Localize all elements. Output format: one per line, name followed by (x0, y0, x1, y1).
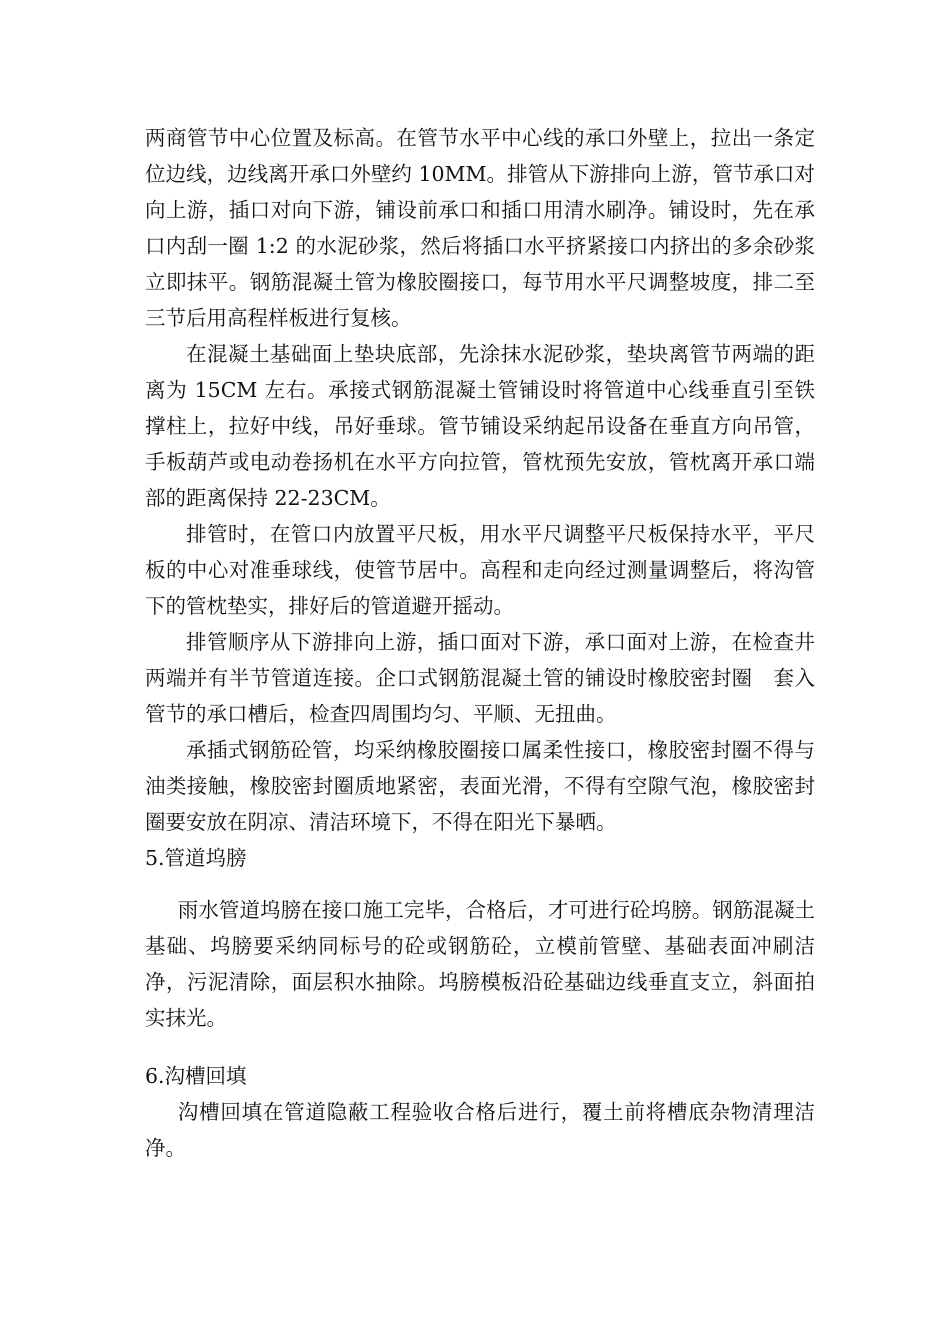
paragraph-rubber-ring: 承插式钢筋砼管，均采纳橡胶圈接口属柔性接口，橡胶密封圈不得与油类接触，橡胶密封圈质地紧密，表面光滑，不得有空隙气泡，橡胶密封圈要安放在阴凉、清洁环境下，不得在阳光下暴晒。 (145, 738, 815, 834)
paragraph-section-5: 雨水管道坞膀在接口施工完毕，合格后，才可进行砼坞膀。钢筋混凝土基础、坞膀要采纳同标号的砼或钢筋砼，立模前管壁、基础表面冲刷洁净，污泥清除，面层积水抽除。坞膀模板沿砼基础边线垂直支立，斜面拍实抹光。 (145, 898, 815, 1030)
paragraph-pipe-laying: 排管时，在管口内放置平尺板，用水平尺调整平尺板保持水平，平尺板的中心对准垂球线，使管节居中。高程和走向经过测量调整后，将沟管下的管枕垫实，排好后的管道避开摇动。 (145, 522, 815, 618)
spacer (145, 876, 815, 892)
section-heading-5: 5.管道坞膀 (145, 846, 247, 870)
paragraph-laying-order: 排管顺序从下游排向上游，插口面对下游，承口面对上游，在检查井两端并有半节管道连接。企口式钢筋混凝土管的铺设时橡胶密封圈 套入管节的承口槽后，检查四周围均匀、平顺、无扭曲。 (145, 630, 815, 726)
paragraph-pad-block: 在混凝土基础面上垫块底部，先涂抹水泥砂浆，垫块离管节两端的距离为 15CM 左右。承接式钢筋混凝土管铺设时将管道中心线垂直引至铁撑柱上，拉好中线，吊好垂球。管节铺设采纳起吊设备在垂直方向吊管，手板葫芦或电动卷扬机在水平方向拉管，管枕预先安放，管枕离开承口端部的距离保持 22-23CM。 (145, 342, 815, 510)
document-body (145, 120, 815, 1166)
paragraph-section-6: 沟槽回填在管道隐蔽工程验收合格后进行，覆土前将槽底杂物清理洁净。 (145, 1100, 815, 1160)
section-heading-6: 6.沟槽回填 (145, 1064, 247, 1088)
spacer (145, 1036, 815, 1058)
paragraph-pipe-positioning: 两商管节中心位置及标高。在管节水平中心线的承口外壁上，拉出一条定位边线，边线离开承口外壁约 10MM。排管从下游排向上游，管节承口对向上游，插口对向下游，铺设前承口和插口用清水刷净。铺设时，先在承口内刮一圈 1:2 的水泥砂浆，然后将插口水平挤紧接口内挤出的多余砂浆立即抹平。钢筋混凝土管为橡胶圈接口，每节用水平尺调整坡度，排二至三节后用高程样板进行复核。 (145, 126, 815, 330)
